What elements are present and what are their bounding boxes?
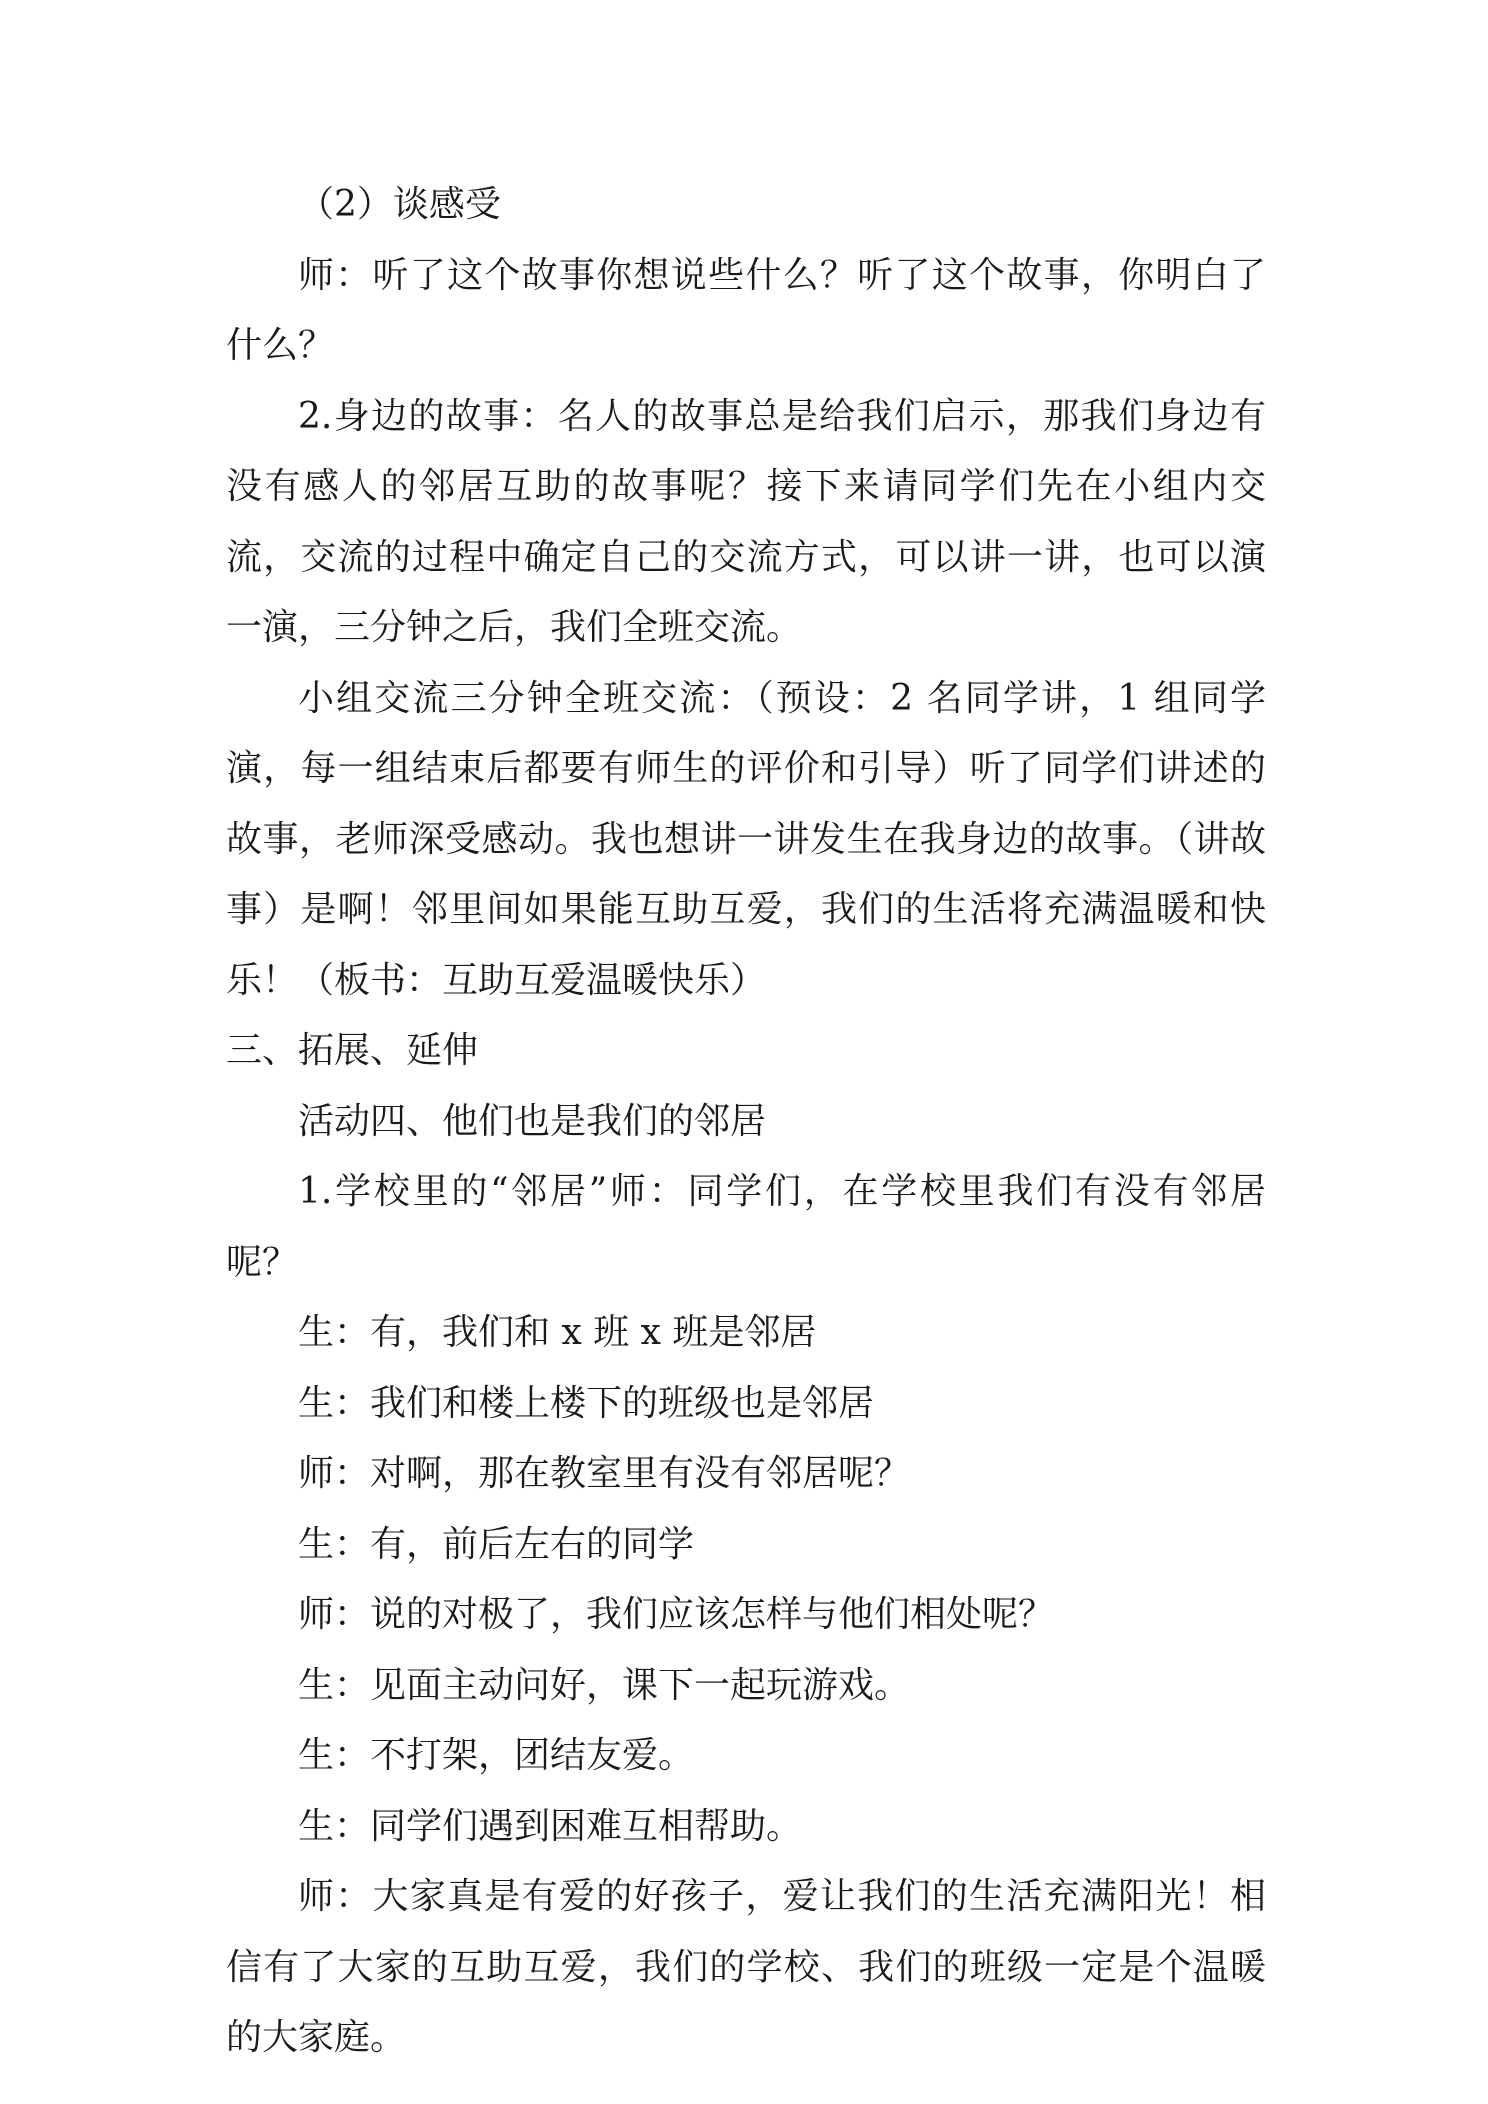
dialogue-line: 生：见面主动问好，课下一起玩游戏。 bbox=[298, 1664, 911, 1706]
heading-talk-feelings: （2）谈感受 bbox=[298, 184, 501, 225]
dialogue-line: 生：我们和楼上楼下的班级也是邻居 bbox=[298, 1382, 875, 1424]
dialogue-line: 师：对啊，那在教室里有没有邻居呢？ bbox=[298, 1453, 911, 1494]
dialogue-line: 师：说的对极了，我们应该怎样与他们相处呢？ bbox=[298, 1594, 1055, 1635]
paragraph-stories-around-us: 2.身边的故事：名人的故事总是给我们启示，那我们身边有没有感人的邻居互助的故事呢？接下来请同学们先在小组内交流，交流的过程中确定自己的交流方式，可以讲一讲，也可以演一演，三分钟之后，我们全班交流。 bbox=[226, 395, 1266, 648]
paragraph-group-exchange: 小组交流三分钟全班交流：（预设：2 名同学讲，1 组同学演，每一组结束后都要有师生的评价和引导）听了同学们讲述的故事，老师深受感动。我也想讲一讲发生在我身边的故事。（讲故事）是啊！邻里间如果能互助互爱，我们的生活将充满温暖和快乐！（板书：互助互爱温暖快乐） bbox=[226, 677, 1266, 1001]
dialogue-line: 生：有，我们和 x 班 x 班是邻居 bbox=[298, 1312, 817, 1353]
paragraph-teacher-question: 师：听了这个故事你想说些什么？听了这个故事，你明白了什么？ bbox=[226, 254, 1266, 366]
dialogue-line: 生：不打架，团结友爱。 bbox=[298, 1735, 695, 1776]
section-heading-extension: 三、拓展、延伸 bbox=[226, 1030, 479, 1071]
activity-four-heading: 活动四、他们也是我们的邻居 bbox=[298, 1100, 767, 1142]
dialogue-line: 生：有，前后左右的同学 bbox=[298, 1523, 695, 1565]
document-body bbox=[226, 170, 1266, 2074]
dialogue-line: 生：同学们遇到困难互相帮助。 bbox=[298, 1805, 803, 1847]
paragraph-closing-remark: 师：大家真是有爱的好孩子，爱让我们的生活充满阳光！相信有了大家的互助互爱，我们的学校、我们的班级一定是个温暖的大家庭。 bbox=[226, 1876, 1266, 2058]
paragraph-school-neighbors: 1.学校里的“邻居”师：同学们，在学校里我们有没有邻居呢？ bbox=[226, 1171, 1266, 1283]
